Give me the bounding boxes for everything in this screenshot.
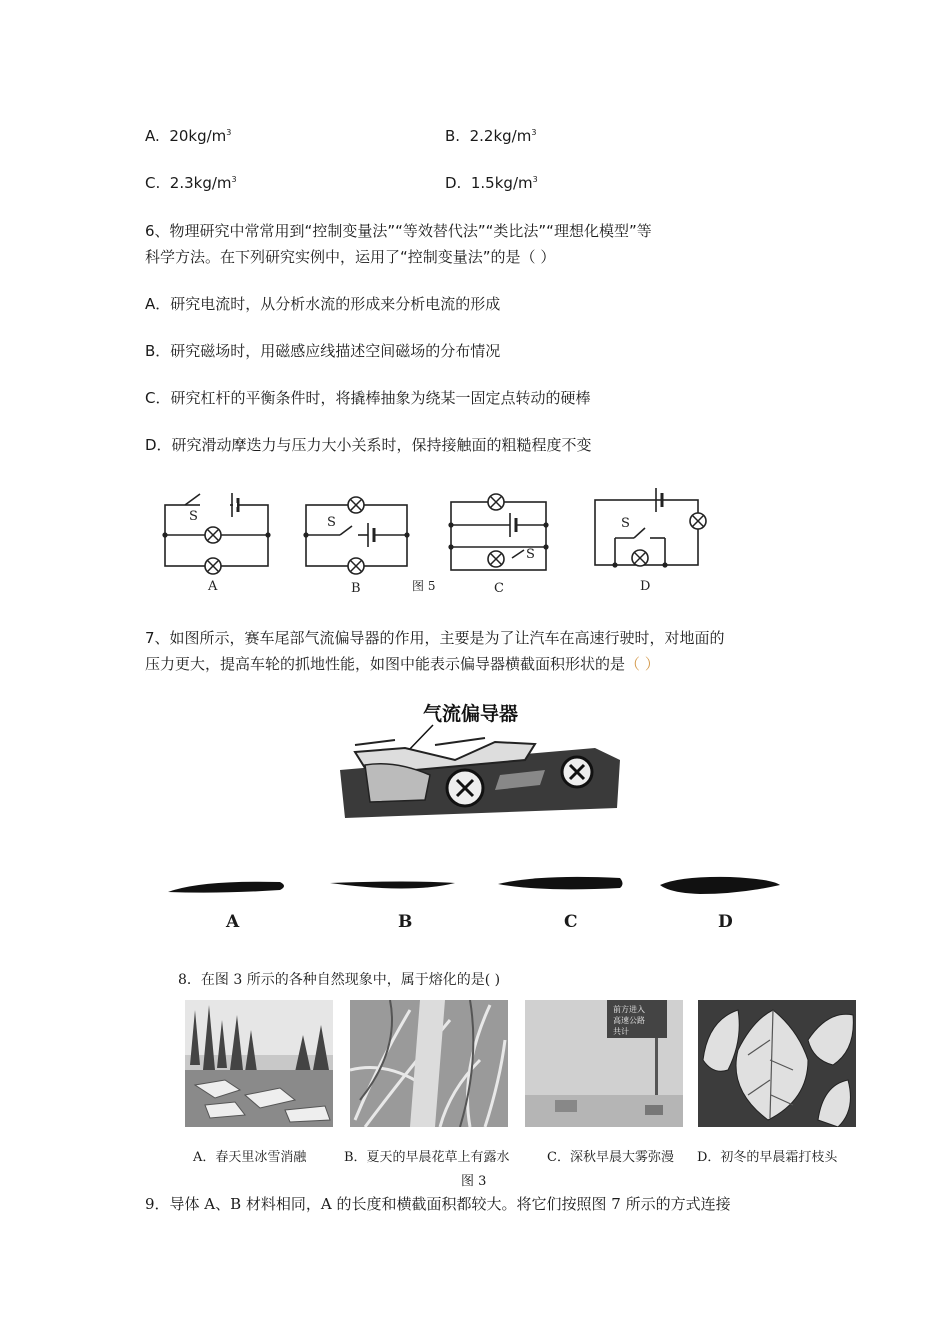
photo-melting-ice [185, 1000, 333, 1127]
spoiler-label-d: D [718, 912, 733, 932]
option-a-exponent: 3 [226, 128, 232, 137]
q7-stem-text: 压力更大，提高车轮的抓地性能，如图中能表示偏导器横截面积形状的是 [145, 655, 626, 673]
q7-stem-line2 [145, 652, 660, 676]
option-d [445, 171, 538, 195]
switch-label: S [327, 515, 336, 530]
road-sign-line3: 共计 [613, 1027, 629, 1036]
road-sign-line1: 前方进入 [613, 1005, 645, 1014]
q9-stem: 9．导体 A、B 材料相同，A 的长度和横截面积都较大。将它们按照图 7 所示的方式连接 [145, 1195, 731, 1213]
lamp-icon [348, 497, 364, 513]
switch-label: S [189, 509, 198, 524]
circuit-label-b: B [351, 581, 361, 596]
spoiler-shapes [160, 870, 800, 900]
option-b-prefix: B. [445, 127, 461, 145]
photo-dew-grass [350, 1000, 508, 1127]
q7-stem-line1: 7、如图所示，赛车尾部气流偏导器的作用，主要是为了让汽车在高速行驶时，对地面的 [145, 629, 725, 647]
lamp-icon [632, 550, 648, 566]
photo-caption-a: A．春天里冰雪消融 [193, 1150, 307, 1165]
photo-caption-d: D．初冬的早晨霜打枝头 [697, 1150, 838, 1165]
option-a-prefix: A. [145, 127, 160, 145]
spoiler-shape-d [660, 877, 780, 894]
q8-stem: 8．在图 3 所示的各种自然现象中，属于熔化的是( ) [178, 972, 501, 988]
figure-3-caption: 图 3 [461, 1174, 487, 1189]
circuit-label-c: C [494, 581, 504, 596]
q6-option-c: C．研究杠杆的平衡条件时，将撬棒抽象为绕某一固定点转动的硬棒 [145, 389, 591, 407]
switch-label: S [526, 547, 535, 562]
q6-stem-line2: 科学方法。在下列研究实例中，运用了“控制变量法”的是（ ） [145, 248, 556, 266]
spoiler-shape-b [330, 882, 455, 889]
photo-frost-leaves [698, 1000, 856, 1127]
option-d-value: 1.5kg/m [470, 174, 533, 192]
photo-caption-c: C．深秋早晨大雾弥漫 [547, 1150, 674, 1165]
photo-caption-b: B．夏天的早晨花草上有露水 [344, 1150, 510, 1165]
photo-fog [525, 1000, 683, 1127]
q6-option-a: A．研究电流时，从分析水流的形成来分析电流的形成 [145, 295, 501, 313]
spoiler-shape-a [168, 882, 284, 893]
lamp-icon [488, 551, 504, 567]
figure-5-caption: 图 5 [412, 579, 436, 593]
spoiler-shape-c [498, 877, 623, 889]
label-pointer [407, 725, 433, 752]
spoiler-label-a: A [226, 912, 240, 932]
option-c-value: 2.3kg/m [169, 174, 232, 192]
lamp-icon [205, 527, 221, 543]
option-b-exponent: 3 [531, 128, 537, 137]
option-c-exponent: 3 [231, 175, 237, 184]
option-a [145, 124, 231, 148]
race-car-illustration [335, 690, 625, 835]
q7-answer-paren: （ ） [625, 655, 660, 673]
option-b-value: 2.2kg/m [469, 127, 532, 145]
circuit-label-d: D [640, 579, 651, 594]
circuit-b [304, 505, 409, 566]
lamp-icon [348, 558, 364, 574]
option-c [145, 171, 237, 195]
option-d-exponent: 3 [532, 175, 538, 184]
circuit-label-a: A [208, 579, 218, 594]
q6-option-b: B．研究磁场时，用磁感应线描述空间磁场的分布情况 [145, 342, 501, 360]
spoiler-label: 气流偏导器 [423, 703, 519, 725]
lamp-icon [690, 513, 706, 529]
option-d-prefix: D. [445, 174, 462, 192]
q6-stem-line1: 6、物理研究中常常用到“控制变量法”“等效替代法”“类比法”“理想化模型”等 [145, 222, 652, 240]
option-b [445, 124, 536, 148]
lamp-icon [205, 558, 221, 574]
spoiler-label-c: C [564, 912, 578, 932]
switch-label: S [621, 516, 630, 531]
road-sign-line2: 高速公路 [613, 1016, 645, 1025]
lamp-icon [488, 494, 504, 510]
option-c-prefix: C. [145, 174, 161, 192]
option-a-value: 20kg/m [169, 127, 227, 145]
circuit-figure [140, 480, 760, 600]
q6-option-d: D．研究滑动摩迭力与压力大小关系时，保持接触面的粗糙程度不变 [145, 436, 592, 454]
spoiler-label-b: B [398, 912, 413, 932]
